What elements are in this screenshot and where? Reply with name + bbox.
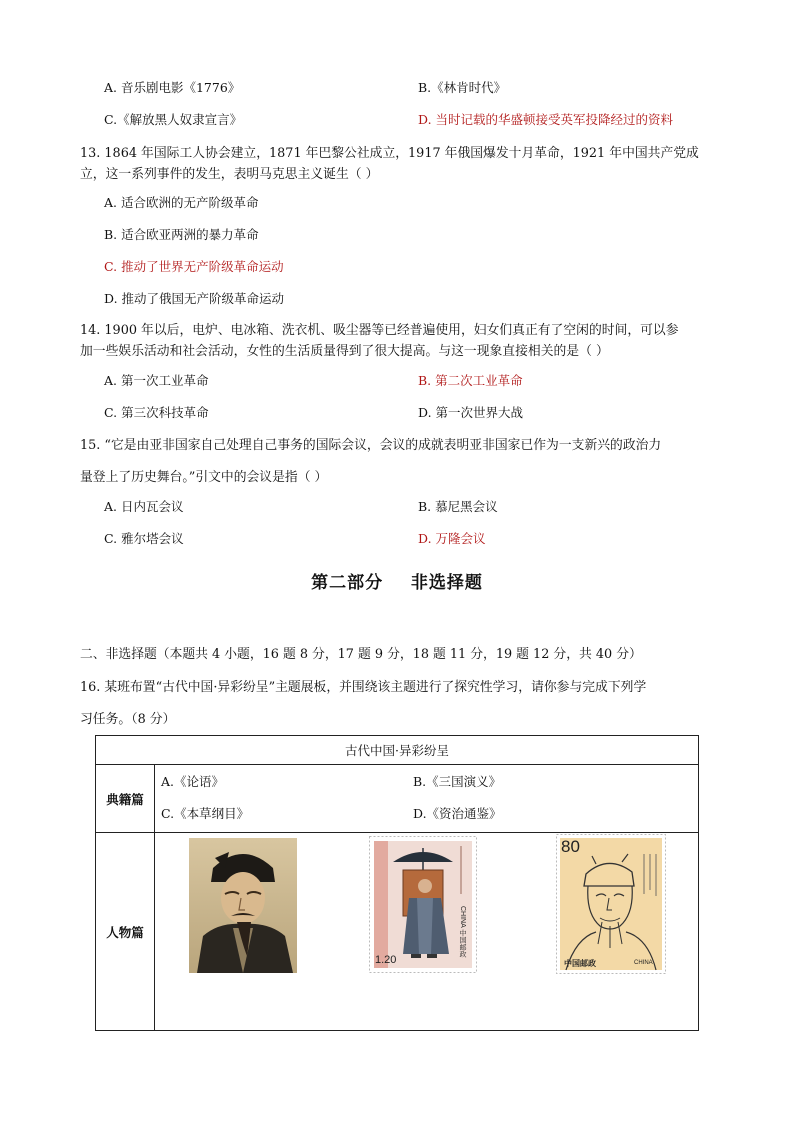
- q13-option-b: B. 适合欧亚两洲的暴力革命: [104, 227, 259, 242]
- row-label-figures: 人物篇: [96, 833, 155, 1031]
- q14-stem-line1: 14. 1900 年以后，电炉、电冰箱、洗衣机、吸尘器等已经普遍使用，妇女们真正有了空闲的时间，可以参: [80, 323, 679, 338]
- q14-stem-line2: 加一些娱乐活动和社会活动，女性的生活质量得到了很大提高。与这一现象直接相关的是（ ）: [80, 344, 609, 359]
- stamp3-value: 80: [561, 837, 580, 856]
- classics-cell: [155, 765, 699, 833]
- q12-option-c: C.《解放黑人奴隶宣言》: [104, 112, 243, 127]
- stamp2-value: 1.20: [375, 954, 397, 966]
- q16-stem-line1: 16. 某班布置“古代中国·异彩纷呈”主题展板，并围绕该主题进行了探究性学习，请你参与完成下列学: [80, 680, 647, 695]
- theme-table-title: 古代中国·异彩纷呈: [96, 736, 699, 765]
- row-label-classics: 典籍篇: [96, 765, 155, 833]
- book-option-b: B.《三国演义》: [413, 774, 502, 789]
- q14-option-c: C. 第三次科技革命: [104, 405, 209, 420]
- part2-header: 二、非选择题（本题共 4 小题，16 题 8 分，17 题 9 分，18 题 11 分，19 题 12 分，共 40 分）: [80, 647, 642, 662]
- book-option-a: A.《论语》: [161, 774, 225, 789]
- q13-option-c-answer: C. 推动了世界无产阶级革命运动: [104, 259, 284, 274]
- part2-title: 第二部分 非选择题: [311, 573, 483, 593]
- q15-option-b: B. 慕尼黑会议: [418, 499, 498, 514]
- q12-option-d-answer: D. 当时记载的华盛顿接受英军投降经过的资料: [418, 112, 674, 127]
- q15-stem-line1: 15. “它是由亚非国家自己处理自己事务的国际会议，会议的成就表明亚非国家已作为一支新兴的政治力: [80, 438, 662, 453]
- q14-option-b-answer: B. 第二次工业革命: [418, 373, 523, 388]
- q16-stem-line2: 习任务。（8 分）: [80, 712, 176, 727]
- q15-option-d-answer: D. 万隆会议: [418, 531, 486, 546]
- q12-option-b: B.《林肯时代》: [418, 80, 507, 95]
- stamp-traveling-monk: [369, 836, 477, 973]
- book-option-c: C.《本草纲目》: [161, 806, 250, 821]
- q15-option-a: A. 日内瓦会议: [104, 499, 184, 514]
- q14-option-d: D. 第一次世界大战: [418, 405, 524, 420]
- q13-option-d: D. 推动了俄国无产阶级革命运动: [104, 291, 285, 306]
- stamp3-country: CHINA: [634, 960, 653, 966]
- q13-stem-line1: 13. 1864 年国际工人协会建立，1871 年巴黎公社成立，1917 年俄国爆发十月革命，1921 年中国共产党成: [80, 146, 699, 161]
- stamp3-post: 中国邮政: [564, 959, 596, 968]
- portrait-painting-image: [189, 838, 297, 973]
- stamp-scholar-portrait: [556, 834, 666, 974]
- q13-stem-line2: 立，这一系列事件的发生，表明马克思主义诞生（ ）: [80, 167, 379, 182]
- q14-option-a: A. 第一次工业革命: [104, 373, 209, 388]
- q15-stem-line2: 量登上了历史舞台。”引文中的会议是指（ ）: [80, 470, 328, 485]
- q15-option-c: C. 雅尔塔会议: [104, 531, 184, 546]
- book-option-d: D.《资治通鉴》: [413, 806, 502, 821]
- stamp2-country: CHINA 中国邮政: [459, 906, 466, 958]
- q13-option-a: A. 适合欧洲的无产阶级革命: [104, 195, 259, 210]
- q12-option-a: A. 音乐剧电影《1776》: [104, 80, 241, 95]
